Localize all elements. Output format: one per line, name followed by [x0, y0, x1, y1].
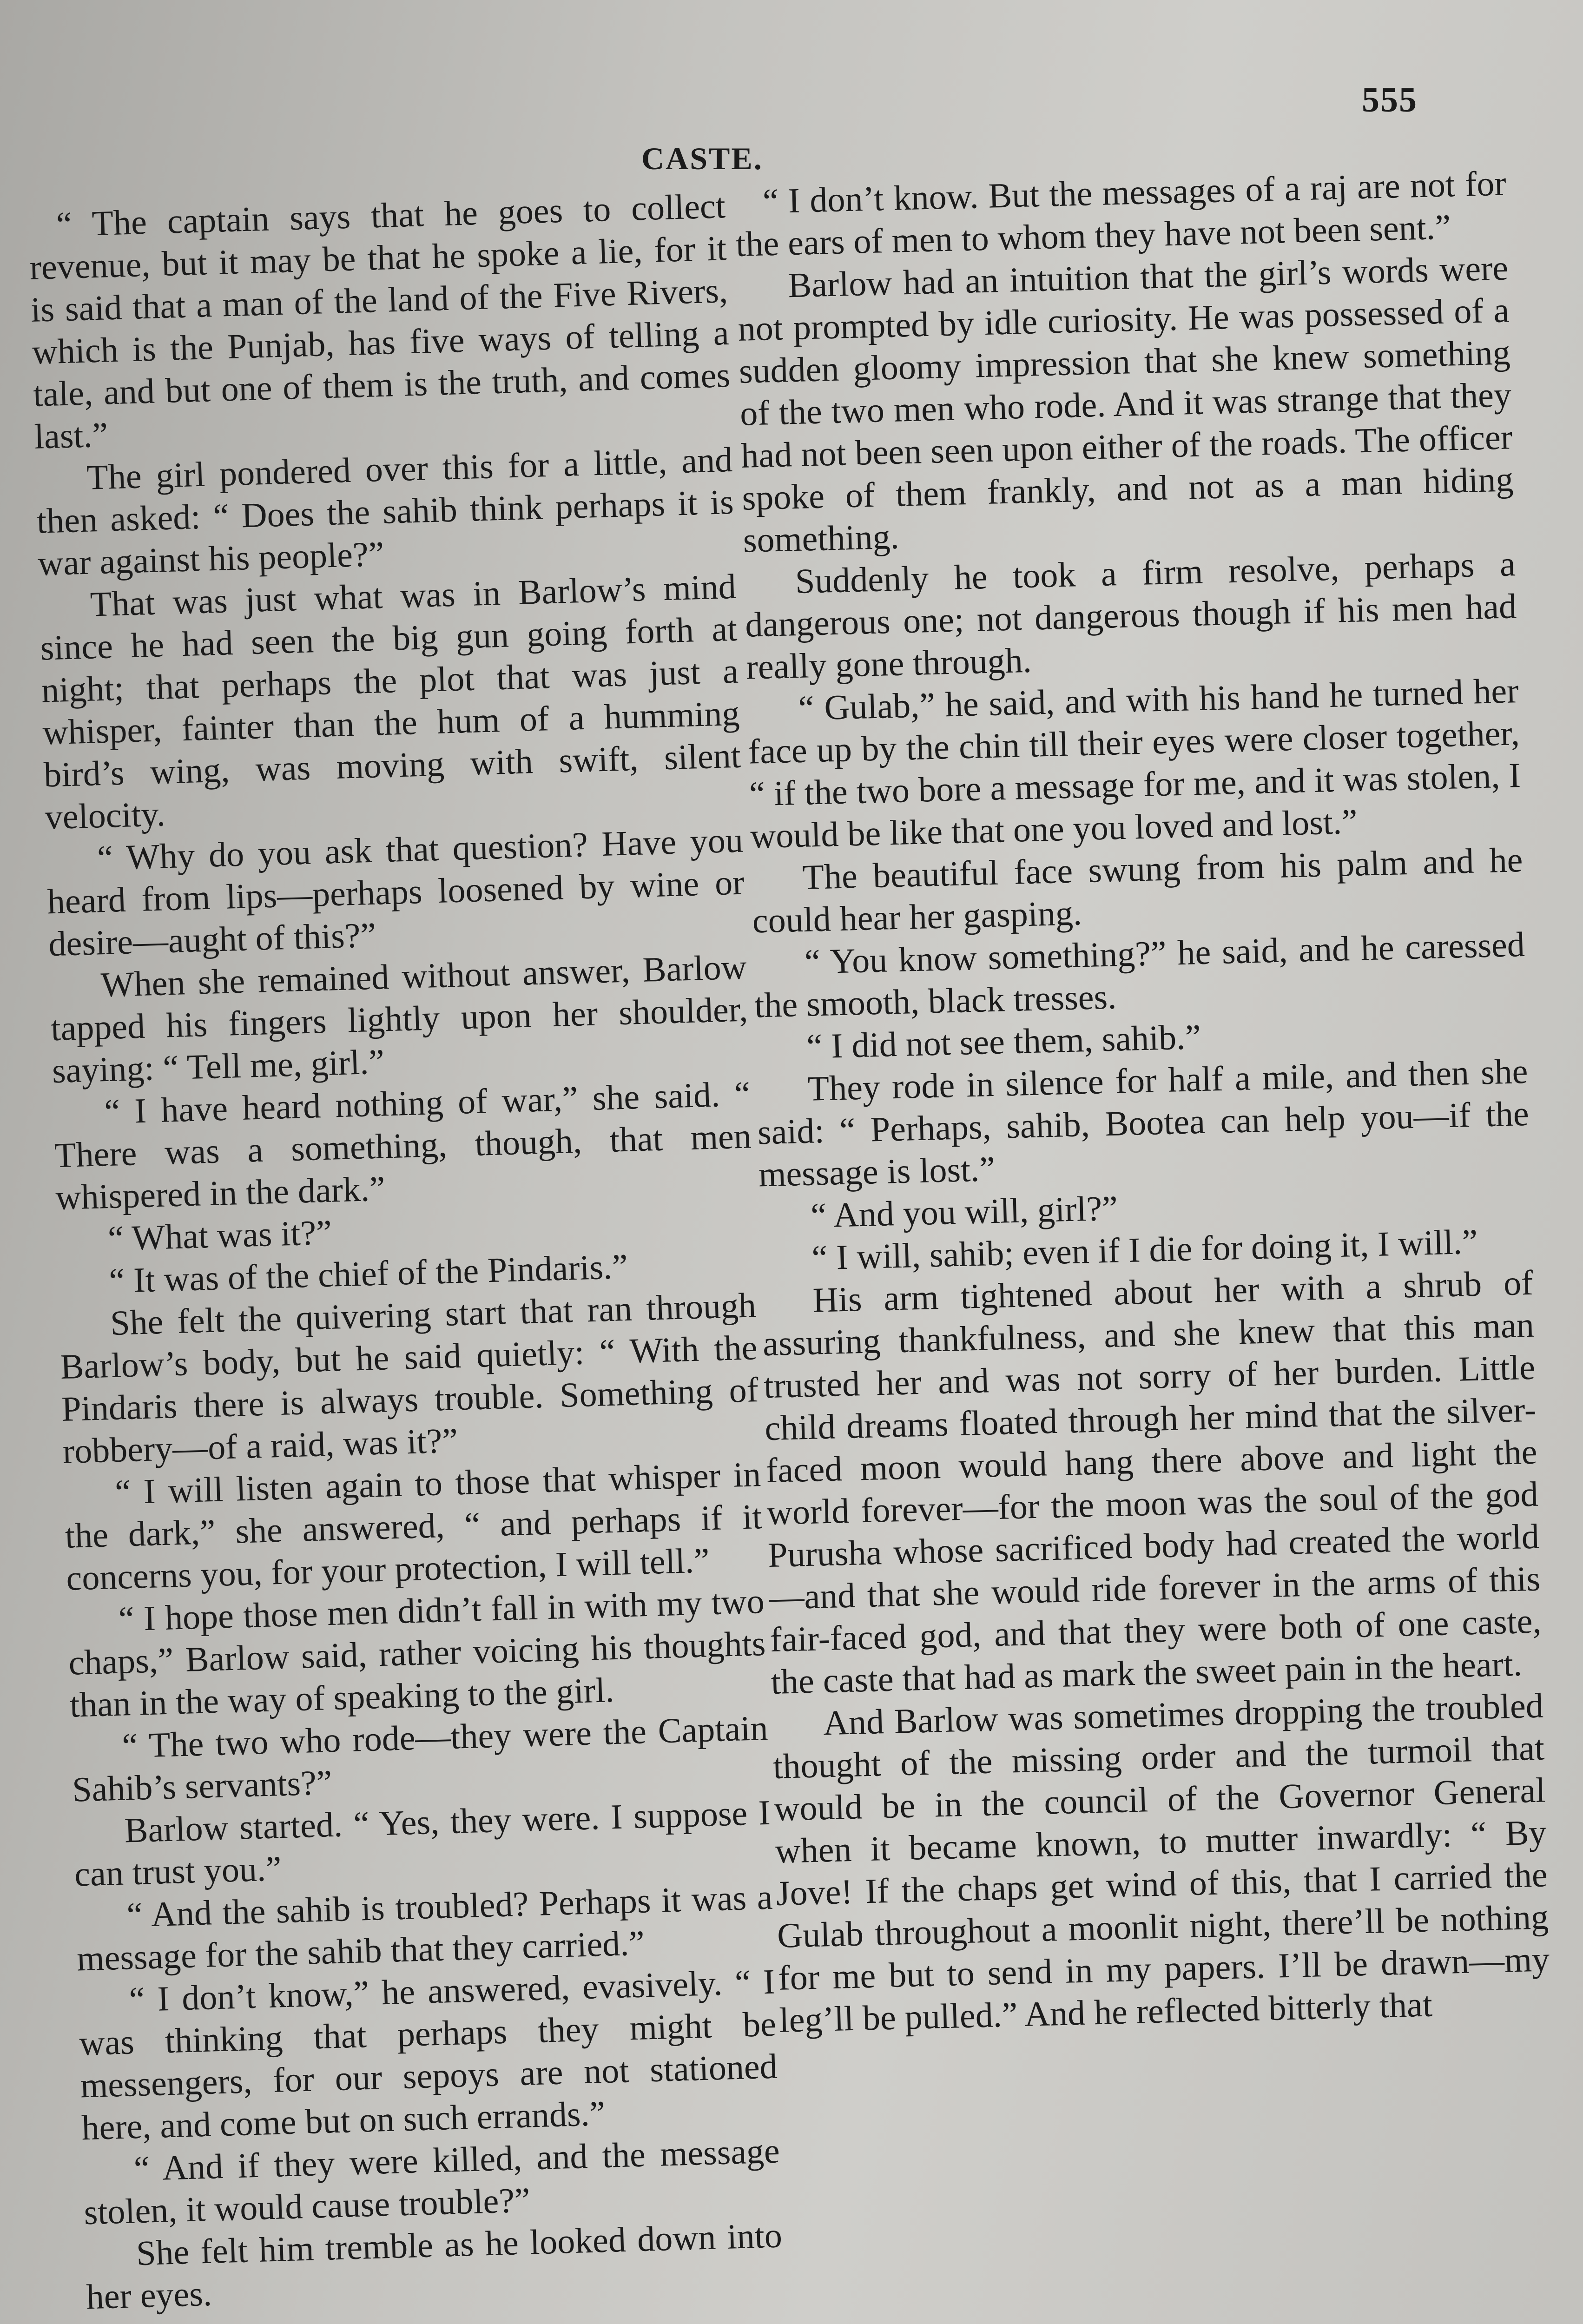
paragraph: “ I have heard nothing of war,” she said. “ There was a something, though, that men whispered in the dark.”: [53, 1074, 752, 1218]
paragraph: Barlow started. “ Yes, they were. I suppose I can trust you.”: [74, 1793, 771, 1894]
paragraph: The girl pondered over this for a little, and then asked: “ Does the sahib think perhaps it is war against his people?”: [36, 440, 734, 583]
paragraph: She felt him tremble as he looked down into her eyes.: [86, 2216, 783, 2317]
paragraph: That was just what was in Barlow’s mind since he had seen the big gun going forth at night; that perhaps the plot that was just a whisper, fainter than the hum of a humming bird’s wing, was moving with swift, silent velocity.: [40, 567, 741, 837]
paragraph: She felt the quivering start that ran through Barlow’s body, but he said quietly: “ With the Pindaris there is always trouble. Something of robbery—of a raid, was it?”: [59, 1286, 759, 1471]
paragraph: “ What was it?”: [107, 1213, 333, 1259]
paragraph: When she remained without answer, Barlow tapped his fingers lightly upon her shoulder, saying: “ Tell me, girl.”: [50, 947, 749, 1091]
paragraph: “ The two who rode—they were the Captain Sahib’s servants?”: [72, 1708, 769, 1809]
paragraph: “ I don’t know,” he answered, evasively. “ I was thinking that perhaps they might be messengers, for our sepoys are not stationed here, and come but on such errands.”: [79, 1962, 778, 2148]
paragraph: “ The captain says that he goes to collect revenue, but it may be that he spoke a lie, for it is said that a man of the land of the Five Rivers, which is the Punjab, has five ways of telling a tale, and but one of them is the truth, and comes last.”: [29, 186, 731, 456]
paragraph: “ I will listen again to those that whisper in the dark,” she answered, “ and perhaps if it concerns you, for your protection, I will tell.”: [64, 1455, 763, 1598]
paragraph: The beautiful face swung from his palm and he could hear her gasping.: [752, 840, 1524, 941]
paragraph: “ And you will, girl?”: [810, 1188, 1118, 1235]
right-column: [734, 162, 1551, 2041]
paragraph: And Barlow was sometimes dropping the troubled thought of the missing order and the turmoil that would be in the council of the Governor General when it became known, to mutter inwardly: “ By Jove! If the chaps get wind of this, that I carried the Gulab throughout a moonlit night, there’ll be nothing for me but to send in my papers. I’ll be drawn—my leg’ll be pulled.” And he reflected bitterly that: [772, 1686, 1550, 2040]
paragraph: Suddenly he took a firm resolve, perhaps a dangerous one; not dangerous though if his men had really gone through.: [745, 544, 1517, 687]
paragraph: “ And if they were killed, and the message stolen, it would cause trouble?”: [83, 2131, 780, 2232]
left-column: [28, 185, 784, 2318]
paragraph: “ And the sahib is troubled? Perhaps it was a message for the sahib that they carried.”: [76, 1877, 773, 1979]
paragraph: “ You know something?” he said, and he caressed the smooth, black tresses.: [754, 924, 1525, 1025]
paragraph: “ I did not see them, sahib.”: [806, 1017, 1201, 1066]
paragraph: “ I don’t know. But the messages of a raj are not for the ears of men to whom they have not been sent.”: [735, 164, 1507, 264]
running-title: CASTE.: [641, 141, 763, 176]
paragraph: Barlow had an intuition that the girl’s words were not prompted by idle curiosity. He was possessed of a sudden gloomy impression that she knew something of the two men who rode. And it was strange that they had not been seen upon either of the roads. The officer spoke of them frankly, and not as a man hiding something.: [737, 248, 1514, 560]
paragraph: “ Why do you ask that question? Have you heard from lips—perhaps loosened by wine or desire—aught of this?”: [46, 820, 745, 964]
page-number: 555: [1362, 80, 1418, 119]
paragraph: “ It was of the chief of the Pindaris.”: [108, 1247, 628, 1301]
paragraph: “ I hope those men didn’t fall in with my two chaps,” Barlow said, rather voicing his thoughts than in the way of speaking to the girl.: [68, 1581, 766, 1725]
paragraph: His arm tightened about her with a shrub of assuring thankfulness, and she knew that this man trusted her and was not sorry of her burden. Little child dreams floated through her mind that the silver-faced moon would hang there above and light the world forever—for the moon was the soul of the god Purusha whose sacrificed body had created the world—and that she would ride forever in the arms of this fair-faced god, and that they were both of one caste, the caste that had as mark the sweet pain in the heart.: [762, 1263, 1542, 1702]
paragraph: “ Gulab,” he said, and with his hand he turned her face up by the chin till their eyes were closer together, “ if the two bore a message for me, and it was stolen, I would be like that one you loved and lost.”: [747, 671, 1521, 856]
paragraph: They rode in silence for half a mile, and then she said: “ Perhaps, sahib, Bootea can help you—if the message is lost.”: [757, 1051, 1530, 1195]
paragraph: “ I will, sahib; even if I die for doing it, I will.”: [811, 1222, 1478, 1278]
